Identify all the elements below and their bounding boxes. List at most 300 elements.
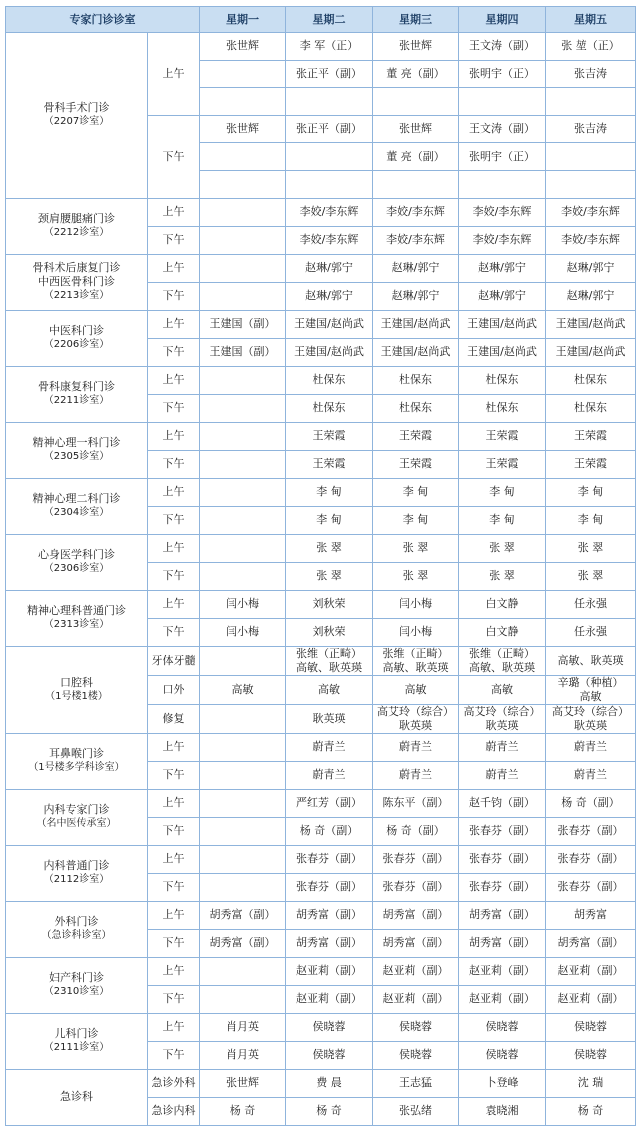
- doctor-name: 王荣霞: [312, 429, 346, 443]
- doctor-cell: [373, 761, 459, 789]
- doctor-cell: [459, 873, 546, 901]
- doctor-name: 张维（正畸）: [296, 646, 362, 660]
- doctor-name: 高敏、耿英瑛: [296, 660, 362, 674]
- doctor-cell: [200, 506, 286, 534]
- doctor-cell: [286, 733, 373, 761]
- doctor-cell: [373, 394, 459, 422]
- doctor-cell: [286, 1069, 373, 1097]
- department-cell: [6, 198, 148, 254]
- doctor-name: 李姣/李东辉: [386, 233, 445, 247]
- doctor-name: 张吉涛: [574, 66, 607, 80]
- department-name-line: 妇产科门诊: [49, 971, 104, 985]
- department-name-line: 骨科术后康复门诊: [32, 261, 121, 275]
- doctor-name: 卜登峰: [485, 1076, 519, 1090]
- department-name-line: 中医科门诊: [49, 324, 104, 338]
- doctor-name: 赵亚莉（副）: [469, 992, 535, 1006]
- doctor-name: 胡秀富（副）: [557, 936, 624, 950]
- doctor-name: 王建国/赵尚武: [294, 317, 364, 331]
- table-row: [6, 366, 636, 394]
- doctor-cell: [459, 33, 546, 61]
- period-cell: 下午: [148, 562, 200, 590]
- doctor-name: 张世辉: [399, 122, 432, 136]
- doctor-cell: [286, 590, 373, 618]
- doctor-cell: [286, 761, 373, 789]
- doctor-cell: [200, 422, 286, 450]
- doctor-cell: [200, 115, 286, 143]
- department-name-line: 急诊科: [60, 1090, 93, 1104]
- doctor-cell: [546, 562, 636, 590]
- table-row: [6, 1069, 636, 1097]
- doctor-cell: [459, 422, 546, 450]
- doctor-name: 张吉涛: [574, 122, 607, 136]
- doctor-name: 侯晓蓉: [399, 1048, 432, 1062]
- doctor-name: 张世辉: [226, 39, 259, 53]
- doctor-name: 高艾玲（综合）: [463, 704, 541, 718]
- doctor-name: 杜保东: [312, 373, 346, 387]
- doctor-cell: [200, 170, 286, 198]
- doctor-name: 杜保东: [485, 373, 519, 387]
- doctor-name: 任永强: [574, 625, 607, 639]
- doctor-name: 侯晓蓉: [485, 1020, 519, 1034]
- header-thursday: 星期四: [459, 7, 546, 33]
- doctor-name: 高敏、耿英瑛: [557, 653, 624, 667]
- doctor-name: 刘秋荣: [312, 625, 346, 639]
- period-cell: 下午: [148, 985, 200, 1013]
- doctor-name: 杜保东: [574, 401, 607, 415]
- doctor-cell: [373, 845, 459, 873]
- doctor-cell: [546, 618, 636, 646]
- doctor-cell: [373, 1013, 459, 1041]
- doctor-cell: [459, 590, 546, 618]
- doctor-name: 赵亚莉（副）: [296, 992, 362, 1006]
- doctor-name: 王建国/赵尚武: [555, 317, 626, 331]
- doctor-cell: [200, 761, 286, 789]
- doctor-name: 赵琳/郭宁: [391, 289, 440, 303]
- doctor-name: 张 翠: [316, 569, 342, 583]
- department-name-line: （2206诊室）: [43, 339, 110, 351]
- doctor-cell: [286, 1041, 373, 1069]
- doctor-name: 王荣霞: [312, 457, 346, 471]
- doctor-cell: [286, 394, 373, 422]
- doctor-cell: [459, 115, 546, 143]
- doctor-name: 王荣霞: [485, 429, 519, 443]
- doctor-name: 赵亚莉（副）: [296, 964, 362, 978]
- period-cell: 上午: [148, 422, 200, 450]
- period-cell: 急诊外科: [148, 1069, 200, 1097]
- doctor-cell: [286, 115, 373, 143]
- doctor-name: 杜保东: [312, 401, 346, 415]
- doctor-cell: [373, 422, 459, 450]
- period-cell: 口外: [148, 675, 200, 704]
- doctor-cell: [373, 478, 459, 506]
- doctor-name: 赵亚莉（副）: [469, 964, 535, 978]
- doctor-cell: [200, 60, 286, 88]
- doctor-cell: [459, 1097, 546, 1125]
- department-name-line: （2207诊室）: [43, 116, 110, 128]
- period-cell: 急诊内科: [148, 1097, 200, 1125]
- doctor-name: 胡秀富（副）: [469, 908, 535, 922]
- doctor-cell: [546, 985, 636, 1013]
- doctor-cell: [546, 817, 636, 845]
- doctor-name: 赵亚莉（副）: [382, 964, 449, 978]
- department-name-line: （2306诊室）: [43, 563, 110, 575]
- doctor-cell: [286, 929, 373, 957]
- doctor-cell: [373, 789, 459, 817]
- doctor-name: 蔚青兰: [485, 768, 519, 782]
- doctor-name: 胡秀富（副）: [469, 936, 535, 950]
- doctor-name: 胡秀富（副）: [382, 936, 449, 950]
- doctor-name: 蔚青兰: [312, 768, 346, 782]
- doctor-cell: [200, 226, 286, 254]
- doctor-cell: [459, 338, 546, 366]
- doctor-cell: [286, 618, 373, 646]
- period-cell: 上午: [148, 198, 200, 226]
- period-cell: 下午: [148, 282, 200, 310]
- doctor-name: 赵琳/郭宁: [305, 261, 353, 275]
- doctor-cell: [459, 282, 546, 310]
- doctor-cell: [546, 675, 636, 704]
- doctor-cell: [286, 88, 373, 116]
- doctor-name: 李姣/李东辉: [472, 205, 532, 219]
- doctor-cell: [373, 534, 459, 562]
- doctor-name: 胡秀富: [574, 908, 607, 922]
- doctor-cell: [200, 929, 286, 957]
- department-cell: [6, 422, 148, 478]
- department-cell: [6, 310, 148, 366]
- schedule-wrapper: [5, 6, 636, 1126]
- table-row: [6, 1013, 636, 1041]
- doctor-name: 耿英瑛: [399, 718, 432, 732]
- doctor-cell: [286, 675, 373, 704]
- doctor-name: 王荣霞: [574, 457, 607, 471]
- period-cell: 上午: [148, 733, 200, 761]
- doctor-cell: [373, 254, 459, 282]
- department-name-line: 口腔科: [60, 675, 93, 689]
- doctor-cell: [459, 562, 546, 590]
- table-row: [6, 198, 636, 226]
- department-cell: [6, 957, 148, 1013]
- doctor-cell: [373, 506, 459, 534]
- doctor-cell: [286, 143, 373, 171]
- doctor-cell: [546, 704, 636, 733]
- header-row: [6, 7, 636, 33]
- doctor-cell: [200, 817, 286, 845]
- department-name-line: （2313诊室）: [43, 619, 110, 631]
- doctor-cell: [373, 366, 459, 394]
- period-cell: 下午: [148, 338, 200, 366]
- doctor-cell: [286, 366, 373, 394]
- doctor-cell: [373, 282, 459, 310]
- table-row: [6, 33, 636, 61]
- period-cell: 修复: [148, 704, 200, 733]
- doctor-name: 侯晓蓉: [312, 1020, 346, 1034]
- doctor-cell: [286, 873, 373, 901]
- period-cell: 下午: [148, 929, 200, 957]
- doctor-name: 高敏: [579, 689, 602, 703]
- doctor-name: 杨 奇（副）: [386, 824, 445, 838]
- table-row: [6, 422, 636, 450]
- doctor-cell: [286, 901, 373, 929]
- doctor-cell: [546, 170, 636, 198]
- table-row: [6, 310, 636, 338]
- period-cell: 上午: [148, 590, 200, 618]
- doctor-name: 张弘绪: [399, 1104, 432, 1118]
- doctor-cell: [546, 1041, 636, 1069]
- doctor-cell: [459, 226, 546, 254]
- doctor-cell: [373, 675, 459, 704]
- doctor-name: 王建国（副）: [209, 345, 276, 359]
- doctor-name: 王建国/赵尚武: [294, 345, 364, 359]
- doctor-cell: [546, 338, 636, 366]
- doctor-cell: [200, 562, 286, 590]
- doctor-name: 高艾玲（综合）: [377, 704, 454, 718]
- period-cell: 牙体牙髓: [148, 646, 200, 675]
- doctor-name: 张 翠: [577, 569, 604, 583]
- doctor-name: 张 翠: [577, 541, 604, 555]
- period-cell: 上午: [148, 366, 200, 394]
- doctor-cell: [200, 985, 286, 1013]
- doctor-name: 侯晓蓉: [574, 1048, 607, 1062]
- doctor-cell: [459, 254, 546, 282]
- doctor-name: 赵亚莉（副）: [382, 992, 449, 1006]
- doctor-name: 张春芬（副）: [557, 824, 624, 838]
- doctor-cell: [373, 60, 459, 88]
- doctor-cell: [373, 1069, 459, 1097]
- period-cell: 下午: [148, 873, 200, 901]
- doctor-cell: [546, 1097, 636, 1125]
- doctor-cell: [286, 704, 373, 733]
- doctor-name: 李 甸: [577, 485, 604, 499]
- doctor-cell: [459, 366, 546, 394]
- doctor-name: 李姣/李东辉: [561, 205, 620, 219]
- header-monday: 星期一: [200, 7, 286, 33]
- doctor-name: 张春芬（副）: [296, 880, 362, 894]
- doctor-cell: [546, 450, 636, 478]
- doctor-name: 高敏: [491, 682, 513, 696]
- doctor-cell: [200, 310, 286, 338]
- doctor-name: 辛璐（种植）: [557, 675, 624, 689]
- doctor-name: 李 甸: [402, 485, 429, 499]
- period-cell: 上午: [148, 845, 200, 873]
- doctor-cell: [373, 33, 459, 61]
- doctor-cell: [546, 1069, 636, 1097]
- table-row: [6, 901, 636, 929]
- doctor-name: 张春芬（副）: [557, 852, 624, 866]
- department-name-line: （1号楼1楼）: [45, 690, 108, 702]
- doctor-cell: [546, 873, 636, 901]
- doctor-name: 高敏、耿英瑛: [382, 660, 449, 674]
- doctor-name: 蔚青兰: [399, 740, 432, 754]
- doctor-name: 张春芬（副）: [382, 852, 449, 866]
- doctor-cell: [200, 789, 286, 817]
- doctor-name: 李姣/李东辉: [561, 233, 620, 247]
- doctor-name: 张维（正畸）: [382, 646, 449, 660]
- doctor-cell: [373, 88, 459, 116]
- doctor-cell: [373, 733, 459, 761]
- department-name-line: 心身医学科门诊: [38, 548, 115, 562]
- doctor-name: 王文涛（副）: [469, 122, 535, 136]
- doctor-name: 王志猛: [399, 1076, 432, 1090]
- doctor-name: 胡秀富（副）: [209, 936, 276, 950]
- doctor-cell: [546, 88, 636, 116]
- department-name-line: 内科专家门诊: [43, 803, 110, 817]
- doctor-cell: [459, 957, 546, 985]
- doctor-name: 张春芬（副）: [469, 824, 535, 838]
- doctor-cell: [373, 1041, 459, 1069]
- period-cell: 下午: [148, 226, 200, 254]
- doctor-cell: [459, 60, 546, 88]
- table-row: [6, 845, 636, 873]
- doctor-cell: [286, 1013, 373, 1041]
- doctor-cell: [459, 506, 546, 534]
- doctor-name: 董 亮（副）: [386, 66, 445, 80]
- doctor-name: 杜保东: [399, 373, 432, 387]
- doctor-cell: [200, 88, 286, 116]
- department-name-line: 精神心理二科门诊: [32, 492, 121, 506]
- doctor-cell: [546, 761, 636, 789]
- doctor-cell: [200, 901, 286, 929]
- doctor-name: 李 甸: [577, 513, 604, 527]
- doctor-cell: [459, 534, 546, 562]
- doctor-cell: [373, 1097, 459, 1125]
- doctor-name: 李 军（正）: [299, 39, 359, 53]
- department-name-line: 儿科门诊: [54, 1027, 99, 1041]
- doctor-cell: [286, 254, 373, 282]
- doctor-cell: [286, 845, 373, 873]
- doctor-name: 任永强: [574, 597, 607, 611]
- doctor-cell: [459, 310, 546, 338]
- doctor-name: 高敏、耿英瑛: [469, 660, 535, 674]
- doctor-cell: [459, 985, 546, 1013]
- doctor-cell: [200, 590, 286, 618]
- department-name-line: （1号楼多学科诊室）: [28, 762, 125, 774]
- department-name-line: （2212诊室）: [43, 227, 110, 239]
- doctor-cell: [373, 985, 459, 1013]
- doctor-cell: [373, 143, 459, 171]
- department-name-line: （2310诊室）: [43, 986, 110, 998]
- doctor-cell: [373, 873, 459, 901]
- period-cell: 上午: [148, 254, 200, 282]
- doctor-cell: [546, 506, 636, 534]
- doctor-cell: [373, 450, 459, 478]
- doctor-name: 赵亚莉（副）: [557, 992, 624, 1006]
- doctor-name: 严红芳（副）: [296, 796, 362, 810]
- doctor-cell: [286, 310, 373, 338]
- doctor-cell: [286, 33, 373, 61]
- table-row: [6, 646, 636, 675]
- doctor-name: 蔚青兰: [574, 740, 607, 754]
- department-name-line: （急诊科诊室）: [41, 930, 112, 942]
- doctor-name: 李 甸: [316, 513, 342, 527]
- doctor-cell: [459, 478, 546, 506]
- doctor-cell: [546, 310, 636, 338]
- doctor-cell: [286, 338, 373, 366]
- header-friday: 星期五: [546, 7, 636, 33]
- doctor-name: 耿英瑛: [485, 718, 519, 732]
- doctor-name: 杨 奇（副）: [299, 824, 359, 838]
- department-name-line: 内科普通门诊: [43, 859, 110, 873]
- doctor-cell: [459, 675, 546, 704]
- doctor-cell: [286, 789, 373, 817]
- doctor-name: 闫小梅: [226, 597, 259, 611]
- doctor-name: 沈 瑞: [577, 1076, 604, 1090]
- table-body: [6, 33, 636, 1126]
- doctor-name: 胡秀富（副）: [382, 908, 449, 922]
- doctor-cell: [200, 646, 286, 675]
- doctor-name: 张 翠: [402, 569, 429, 583]
- doctor-name: 张明宇（正）: [469, 66, 535, 80]
- doctor-cell: [546, 33, 636, 61]
- doctor-cell: [459, 845, 546, 873]
- doctor-name: 闫小梅: [399, 597, 432, 611]
- department-cell: [6, 254, 148, 310]
- doctor-name: 杜保东: [399, 401, 432, 415]
- doctor-cell: [286, 957, 373, 985]
- doctor-cell: [373, 226, 459, 254]
- table-header: [6, 7, 636, 33]
- department-cell: [6, 478, 148, 534]
- table-row: [6, 254, 636, 282]
- doctor-cell: [459, 394, 546, 422]
- doctor-cell: [200, 33, 286, 61]
- doctor-name: 张春芬（副）: [296, 852, 362, 866]
- doctor-name: 侯晓蓉: [399, 1020, 432, 1034]
- doctor-name: 赵千钧（副）: [469, 796, 535, 810]
- doctor-name: 袁晓湘: [485, 1104, 519, 1118]
- doctor-name: 张 翠: [402, 541, 429, 555]
- period-cell: 下午: [148, 1041, 200, 1069]
- doctor-cell: [546, 366, 636, 394]
- period-cell: 下午: [148, 761, 200, 789]
- doctor-cell: [459, 761, 546, 789]
- doctor-cell: [200, 733, 286, 761]
- doctor-name: 张维（正畸）: [469, 646, 535, 660]
- doctor-cell: [373, 590, 459, 618]
- doctor-name: 刘秋荣: [312, 597, 346, 611]
- doctor-cell: [546, 957, 636, 985]
- doctor-name: 王建国（副）: [209, 317, 276, 331]
- doctor-cell: [546, 534, 636, 562]
- doctor-name: 赵琳/郭宁: [305, 289, 353, 303]
- doctor-cell: [459, 1013, 546, 1041]
- doctor-name: 高艾玲（综合）: [552, 704, 629, 718]
- department-name-line: 颈肩腰腿痛门诊: [38, 212, 115, 226]
- doctor-cell: [546, 901, 636, 929]
- doctor-name: 张 翠: [316, 541, 342, 555]
- period-cell: 下午: [148, 506, 200, 534]
- period-cell: 上午: [148, 957, 200, 985]
- doctor-cell: [200, 254, 286, 282]
- doctor-cell: [373, 646, 459, 675]
- period-cell: 上午: [148, 33, 200, 116]
- table-row: [6, 590, 636, 618]
- doctor-name: 王建国/赵尚武: [467, 317, 537, 331]
- doctor-name: 耿英瑛: [312, 711, 346, 725]
- doctor-cell: [459, 646, 546, 675]
- doctor-cell: [286, 534, 373, 562]
- department-cell: [6, 646, 148, 733]
- department-cell: [6, 789, 148, 845]
- doctor-name: 张明宇（正）: [469, 149, 535, 163]
- department-name-line: 精神心理科普通门诊: [27, 604, 126, 618]
- doctor-cell: [200, 282, 286, 310]
- department-name-line: 骨科康复科门诊: [38, 380, 115, 394]
- doctor-cell: [373, 817, 459, 845]
- doctor-cell: [286, 226, 373, 254]
- period-cell: 上午: [148, 901, 200, 929]
- doctor-name: 蔚青兰: [485, 740, 519, 754]
- doctor-name: 闫小梅: [399, 625, 432, 639]
